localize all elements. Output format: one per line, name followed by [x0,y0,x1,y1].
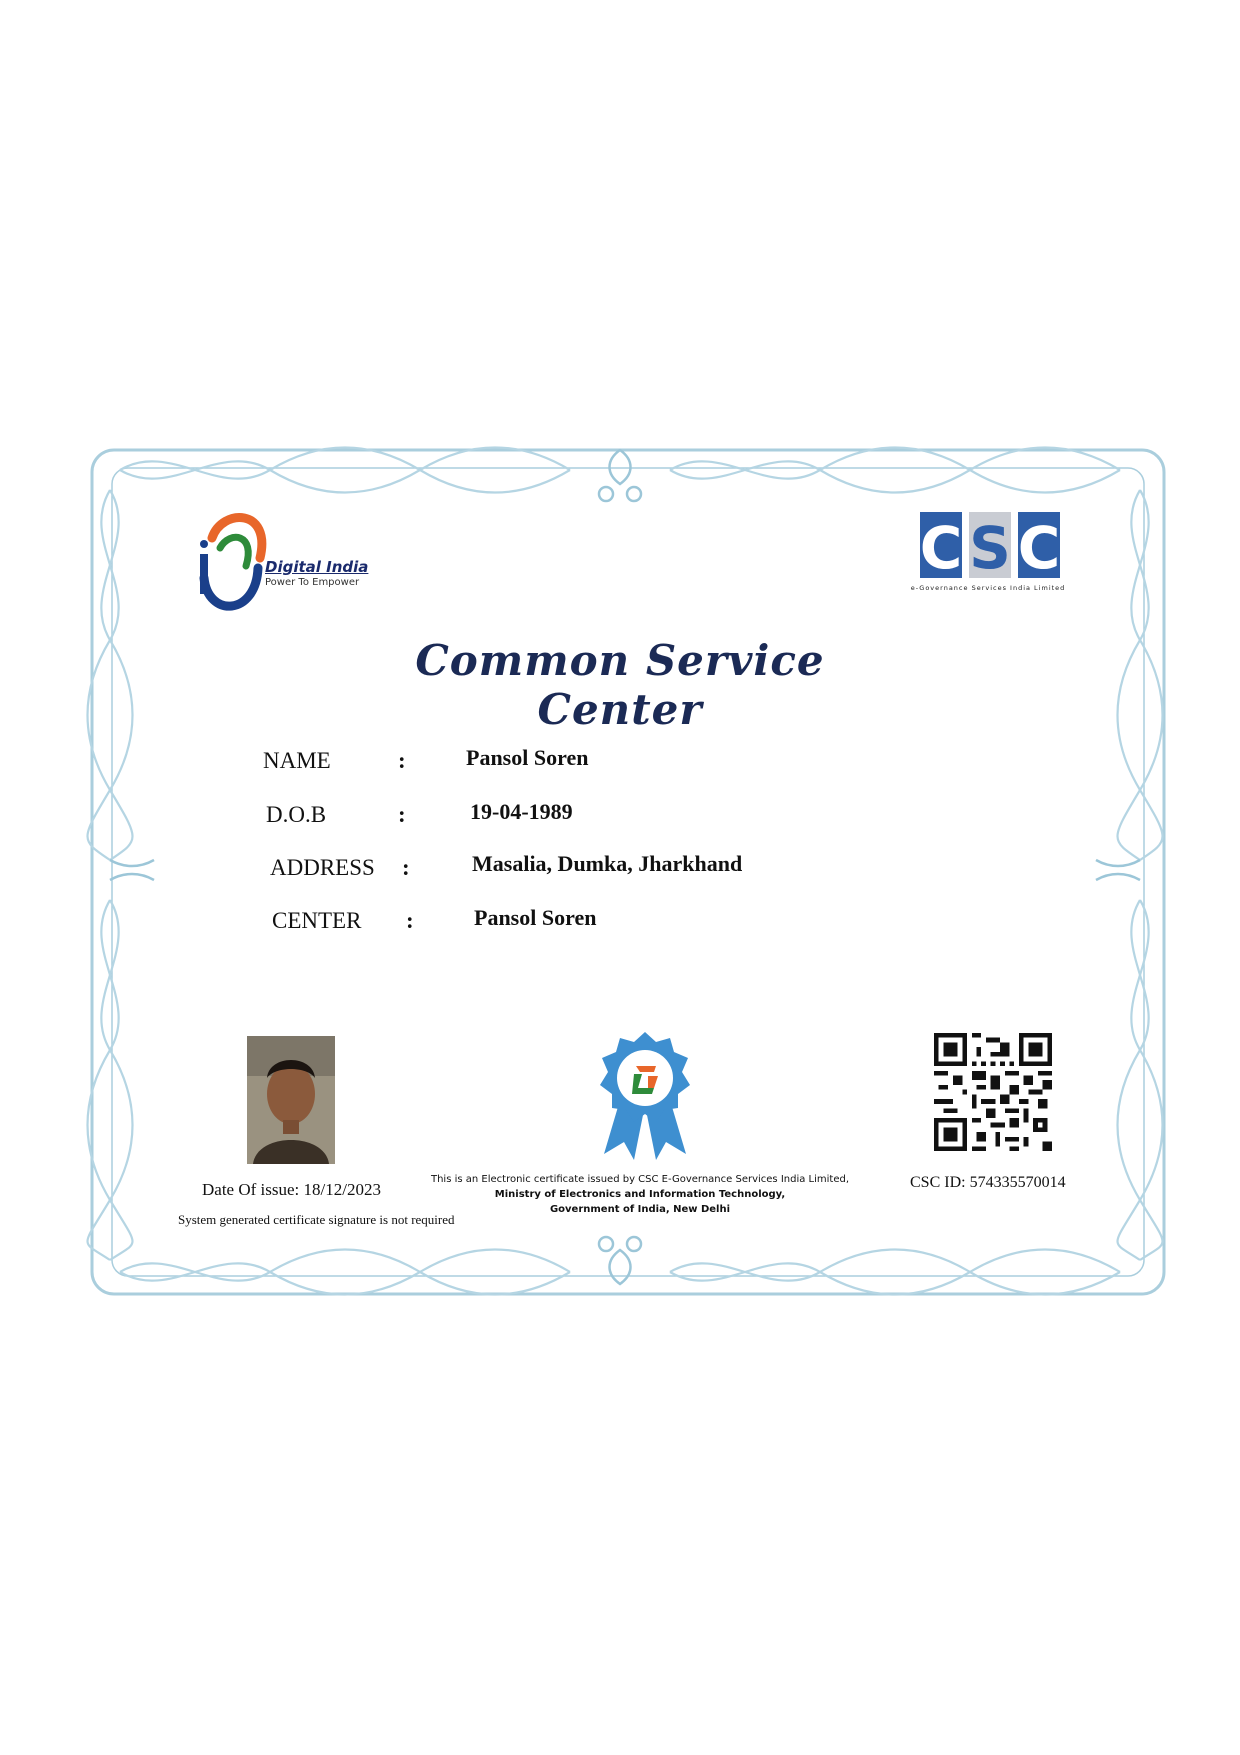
svg-text:S: S [969,514,1011,578]
system-note: System generated certificate signature is not required [178,1212,455,1227]
field-value-address: Masalia, Dumka, Jharkhand [472,851,743,876]
date-of-issue: Date Of issue: 18/12/2023 [202,1180,381,1199]
field-label-name: NAME [263,748,331,773]
csc-seal-ribbon-icon [590,1030,700,1160]
svg-text:C: C [1017,514,1060,578]
digital-india-tagline: Power To Empower [265,577,360,588]
field-value-dob: 19-04-1989 [470,799,573,824]
electronic-note-line: This is an Electronic certificate issued by CSC E-Governance Services India Limited, [430,1174,850,1185]
csc-id: CSC ID: 574335570014 [910,1174,1066,1191]
electronic-note-line: Ministry of Electronics and Information Technology, [494,1189,786,1200]
field-value-center: Pansol Soren [474,905,597,930]
digital-india-text [265,558,368,588]
field-colon: : [398,802,406,827]
electronic-certificate-note [420,1172,860,1217]
field-label-center: CENTER [272,908,362,933]
csc-logo-icon [920,512,1060,578]
csc-subtitle: e-Governance Services India Limited [910,584,1066,592]
field-label-address: ADDRESS [270,855,375,880]
digital-india-title: Digital India [265,558,369,576]
field-colon: : [398,748,406,773]
field-colon: : [402,855,410,880]
certificate-title: Common Service Center [415,636,825,734]
holder-photo [247,1036,335,1164]
svg-text:C: C [920,514,963,578]
field-value-name: Pansol Soren [466,745,589,770]
field-colon: : [406,908,414,933]
field-label-dob: D.O.B [266,802,327,827]
qr-code-icon [934,1033,1052,1151]
electronic-note-line: Government of India, New Delhi [549,1204,731,1215]
